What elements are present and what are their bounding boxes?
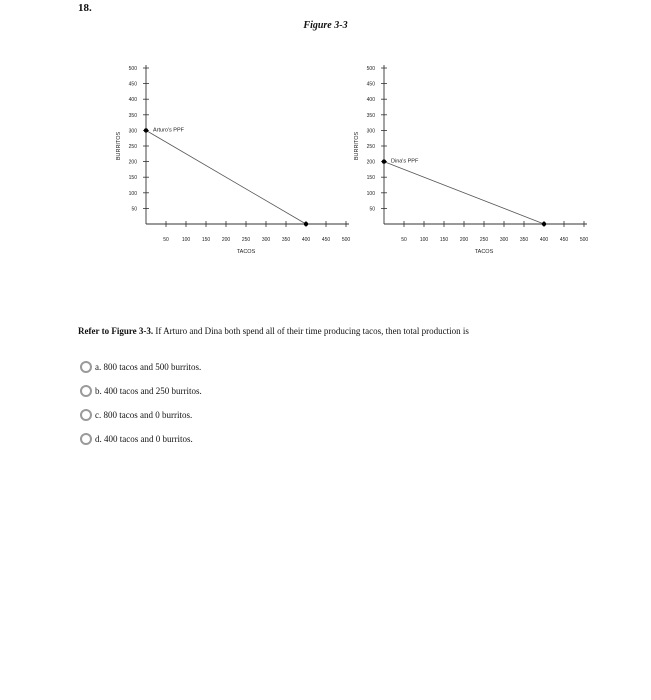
- radio-icon[interactable]: [80, 385, 92, 397]
- y-tick-label: 450: [128, 81, 137, 88]
- x-tick-label: 200: [459, 237, 469, 243]
- y-tick-label: 50: [131, 206, 137, 213]
- y-tick-label: 400: [128, 97, 137, 104]
- answer-options: [80, 355, 202, 451]
- question-prompt: [78, 326, 469, 336]
- x-tick-label: 50: [163, 237, 169, 243]
- x-tick-label: 300: [261, 237, 271, 243]
- y-tick-label: 200: [128, 159, 137, 166]
- prompt-text: If Arturo and Dina both spend all of their time producing tacos, then total production is: [153, 326, 469, 336]
- figure-title: Figure 3-3: [303, 20, 348, 31]
- x-axis-label: TACOS: [236, 249, 256, 255]
- x-tick-label: 100: [419, 237, 429, 243]
- option-d-label: d. 400 tacos and 0 burritos.: [95, 434, 193, 444]
- x-tick-label: 300: [499, 237, 509, 243]
- x-tick-label: 150: [201, 237, 211, 243]
- ppf-annotation: Dina's PPF: [391, 158, 419, 165]
- arturo-ppf-chart: [100, 58, 351, 268]
- x-tick-label: 250: [479, 237, 489, 243]
- y-tick-label: 500: [366, 66, 375, 72]
- question-number: 18.: [78, 2, 92, 14]
- ppf-point: [382, 159, 386, 163]
- y-tick-label: 200: [366, 159, 375, 166]
- y-tick-label: 250: [366, 144, 375, 150]
- y-tick-label: 350: [128, 112, 137, 119]
- y-tick-label: 100: [366, 190, 375, 197]
- ppf-line: [146, 130, 306, 224]
- option-d[interactable]: [80, 427, 202, 451]
- x-tick-label: 200: [221, 237, 231, 243]
- x-tick-label: 450: [559, 237, 569, 243]
- dina-ppf-chart: [338, 58, 589, 268]
- y-tick-label: 150: [366, 175, 375, 182]
- option-c[interactable]: [80, 403, 202, 427]
- x-tick-label: 50: [401, 237, 407, 243]
- radio-icon[interactable]: [80, 433, 92, 445]
- option-a[interactable]: [80, 355, 202, 379]
- y-tick-label: 300: [128, 128, 137, 135]
- x-tick-label: 150: [439, 237, 449, 243]
- x-tick-label: 350: [519, 237, 529, 243]
- x-axis-label: TACOS: [474, 249, 494, 255]
- ppf-point: [144, 128, 148, 132]
- x-tick-label: 500: [341, 237, 351, 243]
- y-axis-label: BURRITOS: [116, 131, 122, 161]
- ppf-annotation: Arturo's PPF: [153, 127, 185, 134]
- ppf-point: [542, 222, 546, 226]
- x-tick-label: 100: [181, 237, 191, 243]
- y-tick-label: 500: [128, 66, 137, 72]
- option-a-label: a. 800 tacos and 500 burritos.: [95, 362, 202, 372]
- option-b-label: b. 400 tacos and 250 burritos.: [95, 386, 202, 396]
- y-tick-label: 300: [366, 128, 375, 135]
- x-tick-label: 400: [539, 237, 549, 243]
- y-tick-label: 150: [128, 175, 137, 182]
- y-tick-label: 450: [366, 81, 375, 88]
- ppf-point: [304, 222, 308, 226]
- y-tick-label: 350: [366, 112, 375, 119]
- y-tick-label: 400: [366, 97, 375, 104]
- prompt-bold: Refer to Figure 3-3.: [78, 326, 154, 336]
- radio-icon[interactable]: [80, 409, 92, 421]
- y-axis-label: BURRITOS: [354, 131, 360, 161]
- option-b[interactable]: [80, 379, 202, 403]
- x-tick-label: 350: [281, 237, 291, 243]
- y-tick-label: 100: [128, 190, 137, 197]
- y-tick-label: 50: [369, 206, 375, 213]
- x-tick-label: 450: [321, 237, 331, 243]
- radio-icon[interactable]: [80, 361, 92, 373]
- option-c-label: c. 800 tacos and 0 burritos.: [95, 410, 193, 420]
- x-tick-label: 250: [241, 237, 251, 243]
- ppf-line: [384, 162, 544, 224]
- x-tick-label: 500: [579, 237, 589, 243]
- y-tick-label: 250: [128, 144, 137, 150]
- x-tick-label: 400: [301, 237, 311, 243]
